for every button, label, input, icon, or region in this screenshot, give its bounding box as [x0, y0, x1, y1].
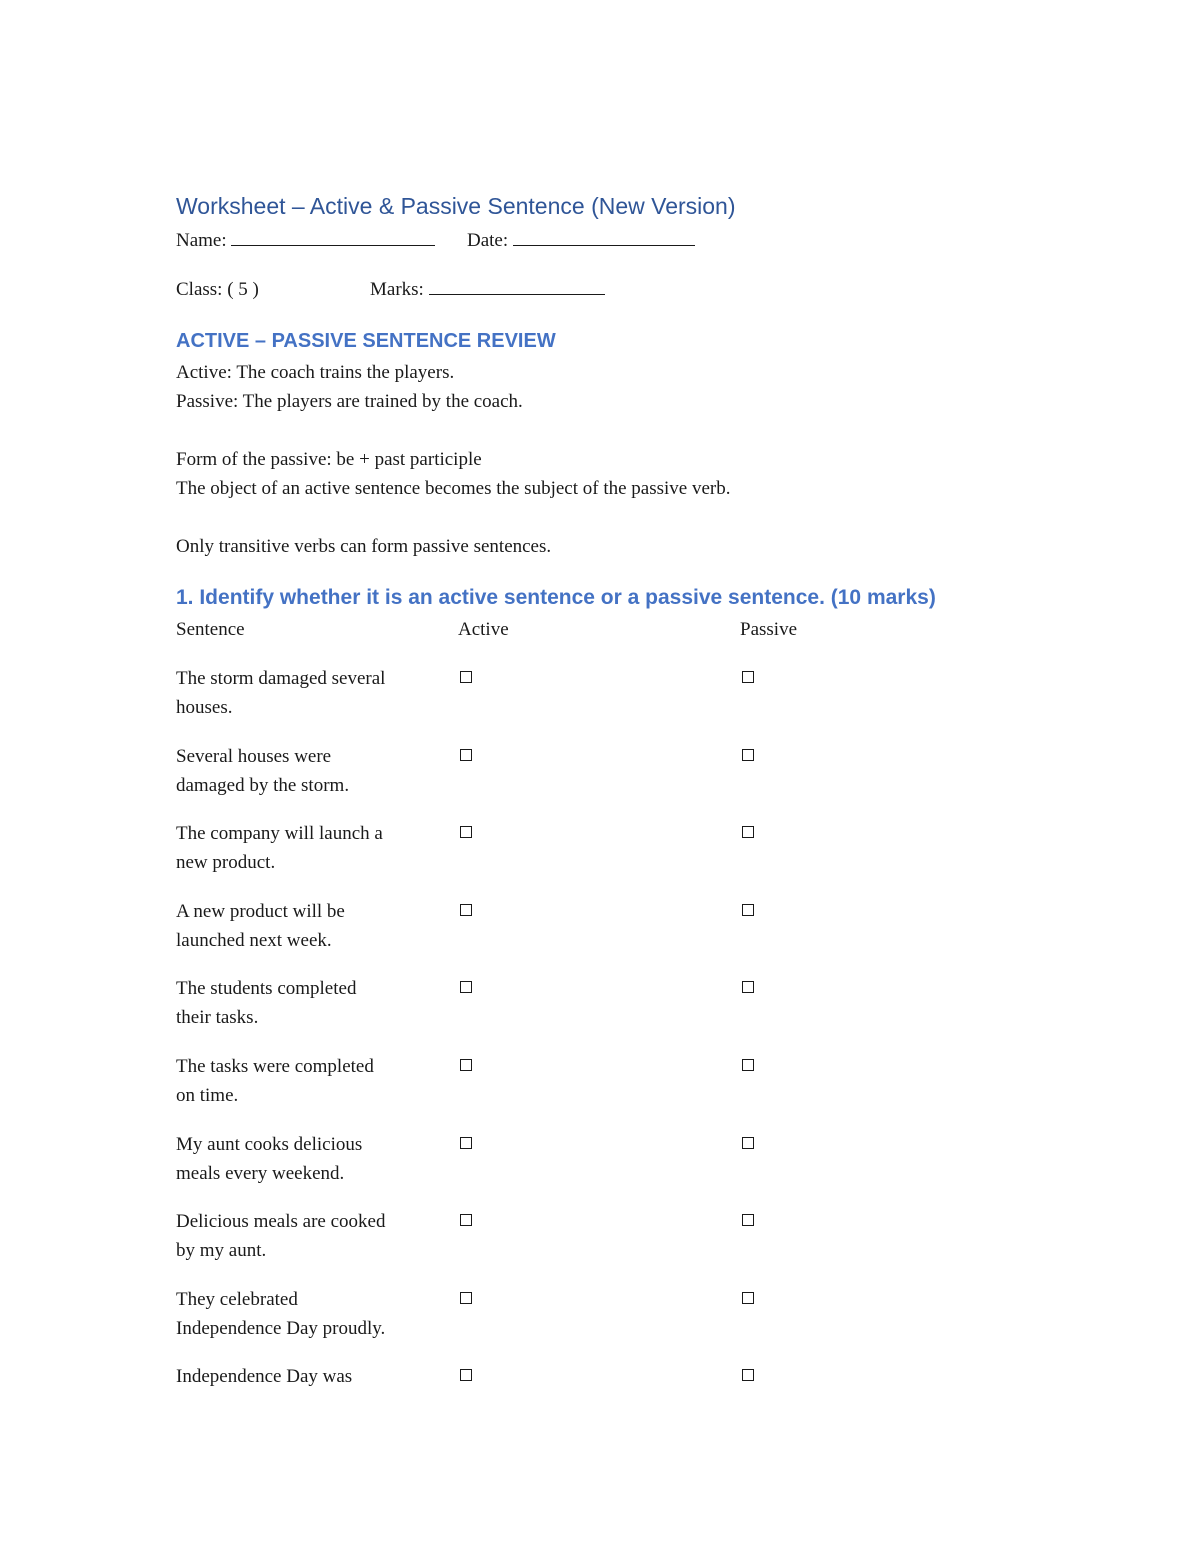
sentence-text: The students completed their tasks. — [176, 978, 357, 1029]
passive-checkbox[interactable] — [742, 826, 754, 838]
marks-label: Marks: — [370, 279, 424, 300]
marks-blank[interactable] — [429, 275, 605, 295]
passive-checkbox[interactable] — [742, 981, 754, 993]
active-checkbox[interactable] — [460, 826, 472, 838]
table-row — [176, 897, 1036, 975]
table-row — [176, 1130, 1036, 1208]
passive-checkbox[interactable] — [742, 1369, 754, 1381]
table-row — [176, 819, 1036, 897]
table-row — [176, 664, 1036, 742]
sentence-text: The storm damaged several houses. — [176, 668, 386, 718]
sentence-text: A new product will be launched next week. — [176, 900, 345, 951]
active-example: Active: The coach trains the players. — [176, 362, 455, 383]
active-checkbox[interactable] — [460, 749, 472, 761]
sentence-text: They celebrated Independence Day proudly. — [176, 1288, 386, 1339]
form-rule: Form of the passive: be + past participle — [176, 449, 482, 470]
sentence-text: Delicious meals are cooked by my aunt. — [176, 1211, 386, 1262]
column-passive: Passive — [740, 619, 797, 640]
name-date-row — [176, 226, 1036, 255]
active-checkbox[interactable] — [460, 1292, 472, 1304]
name-blank[interactable] — [231, 226, 435, 246]
table-row — [176, 1207, 1036, 1285]
table-row — [176, 1362, 1036, 1440]
sentence-text: Several houses were damaged by the storm. — [176, 745, 350, 796]
active-checkbox[interactable] — [460, 1214, 472, 1226]
date-field — [467, 226, 695, 255]
table-row — [176, 1052, 1036, 1130]
passive-checkbox[interactable] — [742, 904, 754, 916]
worksheet-page — [176, 190, 1036, 1440]
active-checkbox[interactable] — [460, 1059, 472, 1071]
table-row — [176, 974, 1036, 1052]
sentence-table — [176, 664, 1036, 1440]
passive-checkbox[interactable] — [742, 1059, 754, 1071]
class-marks-row — [176, 275, 1036, 304]
table-header — [176, 615, 1036, 644]
active-checkbox[interactable] — [460, 981, 472, 993]
table-row — [176, 742, 1036, 820]
active-checkbox[interactable] — [460, 904, 472, 916]
transitive-rule: Only transitive verbs can form passive sentences. — [176, 536, 552, 557]
active-checkbox[interactable] — [460, 671, 472, 683]
active-checkbox[interactable] — [460, 1137, 472, 1149]
sentence-text: The company will launch a new product. — [176, 823, 383, 874]
column-sentence: Sentence — [176, 619, 245, 640]
passive-checkbox[interactable] — [742, 1137, 754, 1149]
active-checkbox[interactable] — [460, 1369, 472, 1381]
sentence-text: Independence Day was — [176, 1366, 353, 1388]
date-label: Date: — [467, 230, 509, 251]
passive-checkbox[interactable] — [742, 1214, 754, 1226]
worksheet-title: Worksheet – Active & Passive Sentence (New Version) — [176, 193, 736, 219]
class-label: Class: ( 5 ) — [176, 279, 259, 300]
passive-checkbox[interactable] — [742, 1292, 754, 1304]
table-row — [176, 1285, 1036, 1363]
review-heading: ACTIVE – PASSIVE SENTENCE REVIEW — [176, 330, 556, 352]
date-blank[interactable] — [513, 226, 695, 246]
name-field — [176, 226, 435, 255]
passive-checkbox[interactable] — [742, 671, 754, 683]
name-label: Name: — [176, 230, 227, 251]
object-rule: The object of an active sentence becomes the subject of the passive verb. — [176, 478, 731, 499]
column-active: Active — [458, 619, 509, 640]
sentence-text: My aunt cooks delicious meals every weekend. — [176, 1133, 363, 1184]
passive-checkbox[interactable] — [742, 749, 754, 761]
sentence-text: The tasks were completed on time. — [176, 1055, 374, 1106]
marks-field — [370, 275, 605, 304]
question1-heading: 1. Identify whether it is an active sentence or a passive sentence. (10 marks) — [176, 586, 936, 609]
passive-example: Passive: The players are trained by the coach. — [176, 391, 523, 412]
